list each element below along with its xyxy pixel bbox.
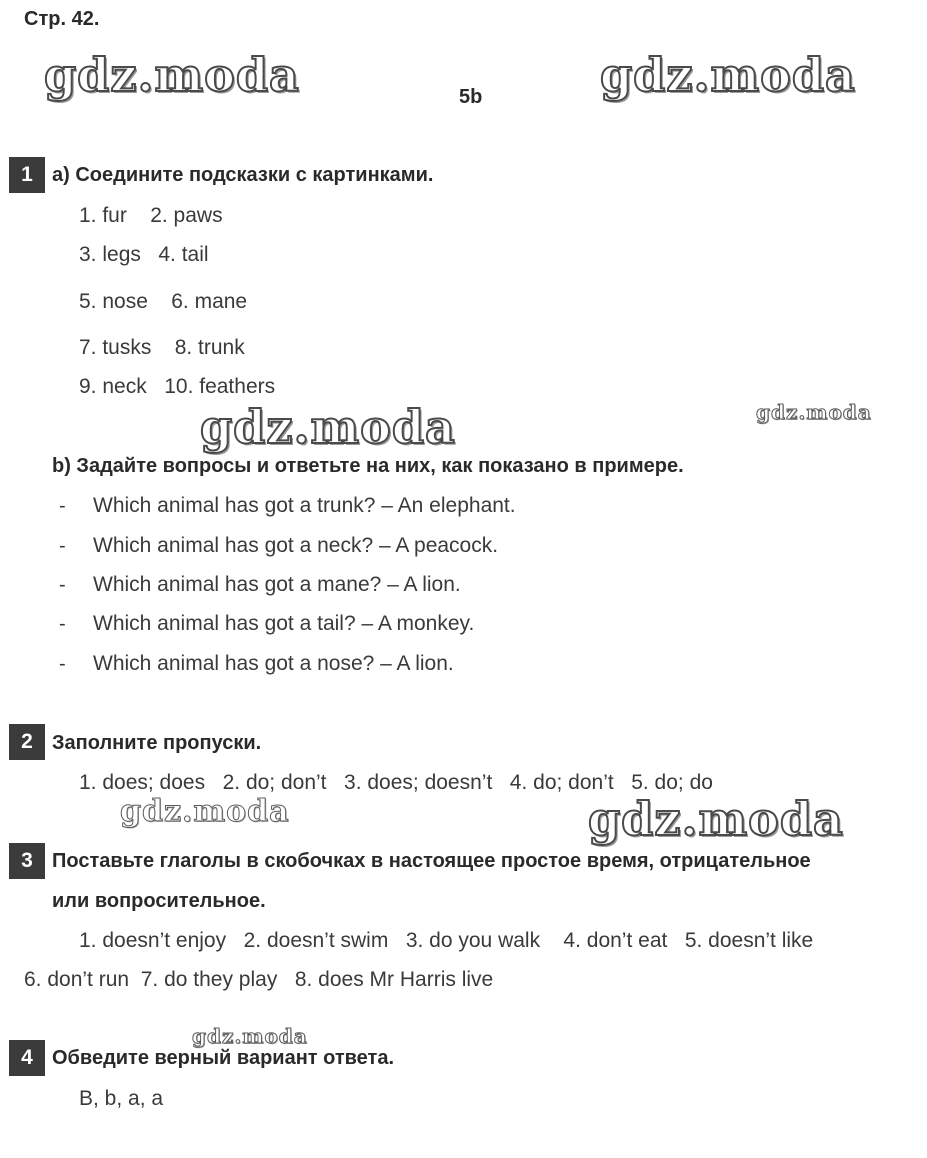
task4-title: Обведите верный вариант ответа. [52,1047,395,1069]
list-bullet: - [59,535,66,557]
match-line: 3. legs 4. tail [79,243,209,266]
task-number-badge: 2 [9,724,45,760]
match-line: 7. tusks 8. trunk [79,336,245,359]
task3-title-line2: или вопросительное. [52,890,266,912]
task4-answer: B, b, a, a [79,1087,164,1110]
watermark-logo: gdz.moda [756,400,872,424]
task-number-badge: 4 [9,1040,45,1076]
watermark-logo: gdz.moda [44,48,300,102]
task3-title-line1: Поставьте глаголы в скобочках в настоящее простое время, отрицательное [52,850,811,872]
list-bullet: - [59,574,66,596]
page-label: Стр. 42. [24,8,100,30]
task1-title-b: b) Задайте вопросы и ответьте на них, как показано в примере. [52,455,684,477]
watermark-logo: gdz.moda [200,400,456,454]
watermark-logo: gdz.moda [192,1024,308,1048]
qa-line: Which animal has got a nose? – A lion. [93,652,454,675]
qa-line: Which animal has got a trunk? – An elephant. [93,494,516,517]
list-bullet: - [59,495,66,517]
task2-title: Заполните пропуски. [52,732,262,754]
watermark-logo: gdz.moda [120,794,290,829]
task3-answer-line2: 6. don’t run 7. do they play 8. does Mr Harris live [24,968,494,991]
qa-line: Which animal has got a neck? – A peacock. [93,534,499,557]
unit-label: 5b [459,86,483,108]
qa-line: Which animal has got a mane? – A lion. [93,573,461,596]
watermark-logo: gdz.moda [600,48,856,102]
task-number-badge: 3 [9,843,45,879]
task3-answer-line1: 1. doesn’t enjoy 2. doesn’t swim 3. do you walk 4. don’t eat 5. doesn’t like [79,929,814,952]
list-bullet: - [59,613,66,635]
match-line: 9. neck 10. feathers [79,375,276,398]
watermark-logo: gdz.moda [588,792,844,846]
task-number-badge: 1 [9,157,45,193]
match-line: 1. fur 2. paws [79,204,223,227]
qa-line: Which animal has got a tail? – A monkey. [93,612,475,635]
list-bullet: - [59,653,66,675]
task1-title-a: a) Соедините подсказки с картинками. [52,164,434,186]
match-line: 5. nose 6. mane [79,290,248,313]
task2-answer: 1. does; does 2. do; don’t 3. does; doesn’t 4. do; don’t 5. do; do [79,771,713,794]
